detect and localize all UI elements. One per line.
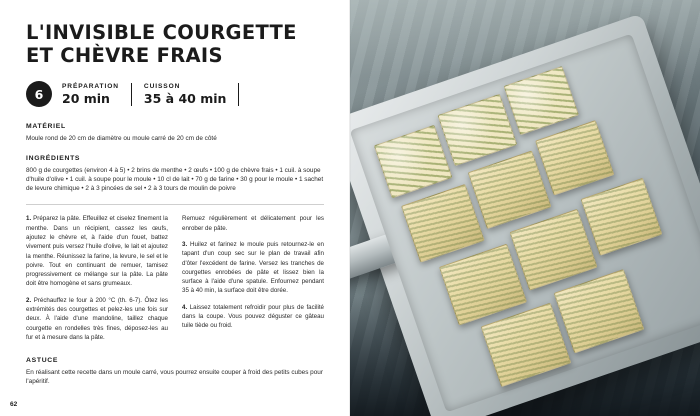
cake-square [554, 269, 645, 354]
page-number: 62 [10, 401, 18, 408]
cuisson-value: 35 à 40 min [143, 90, 227, 106]
step-number: 1. [26, 215, 32, 223]
title-line-1: L'INVISIBLE COURGETTE [26, 21, 297, 44]
cake-square [481, 303, 572, 388]
cuisson-label: CUISSON [143, 82, 181, 90]
page-gutter [349, 0, 351, 416]
preparation-label: PRÉPARATION [62, 82, 119, 90]
timing-bar [26, 81, 324, 107]
step-text: Laissez totalement refroidir pour plus de facilité dans la coupe. Vous pouvez déguster ce gâteau tuile tiède ou froid. [182, 303, 324, 330]
page-title [26, 22, 306, 67]
preparation-value: 20 min [62, 90, 110, 106]
step-number: 2. [26, 296, 32, 304]
cake-square [468, 150, 552, 229]
materiel-heading: MATÉRIEL [26, 123, 66, 131]
step-number: 3. [182, 240, 188, 248]
cake-square [374, 125, 453, 199]
title-line-2: ET CHÈVRE FRAIS [26, 43, 223, 67]
astuce-section [26, 357, 324, 387]
step-item [182, 240, 324, 296]
steps-column-left [26, 214, 168, 349]
astuce-text: En réalisant cette recette dans un moule carré, vous pourrez ensuite couper à froid des petits cubes pour l'apéritif. [26, 369, 323, 386]
servings-badge: 6 [26, 81, 52, 107]
step-text: Préparez la pâte. Effeuillez et ciselez finement la menthe. Dans un récipient, cassez les œufs, ajoutez le chèvre et, à l'aide d'un fouet, battez vivement puis versez l'huile d'olive, le lait et ajoutez la menthe. Réunissez la farine, la levure, le sel et le poivre. Tout en continuant de remuer, tamisez progressivement ce mélange sur la pâte. La pâte doit être homogène et sans grumeaux. [26, 215, 168, 288]
step-text: Préchauffez le four à 200 °C (th. 6-7). Ôtez les extrémités des courgettes et pelez-les une fois sur deux. À l'aide d'une mandoline, taillez chaque courgette en rondelles très fines, déposez-les au fur et à mesure dans la pâte. [26, 296, 168, 341]
ingredients-text: 800 g de courgettes (environ 4 à 5) • 2 brins de menthe • 2 œufs • 100 g de chèvre frais • 1 cuil. à soupe d'huile d'olive • 1 cuil. à soupe pour le moule • 10 cl de lait • 70 g de farine • 30 g pour le moule • 1 sachet de levure chimique • 2 à 3 pincées de sel • 2 à 3 tours de moulin de poivre [26, 166, 324, 193]
step-number: 4. [182, 303, 188, 311]
cake-square [581, 178, 663, 256]
step-text: Huilez et farinez le moule puis retournez-le en tapant d'un coup sec sur le plan de travail afin d'ôter l'excédent de farine. Versez les tranches de courgettes enrobées de pâte et lissez bien la surface à l'aide d'une spatule. Enfournez pendant 35 à 40 min, la surface doit être dorée. [182, 240, 324, 295]
step-item [182, 214, 324, 233]
step-text: Remuez régulièrement et délicatement pour les enrober de pâte. [182, 215, 324, 232]
cake-square [437, 94, 517, 167]
steps-column-right [182, 214, 324, 349]
cake-square [503, 66, 579, 135]
cake-square [509, 209, 597, 291]
preparation-block [62, 83, 132, 106]
cake-square [535, 120, 614, 196]
divider [26, 204, 324, 205]
cake-square [401, 184, 485, 263]
steps-columns [26, 214, 324, 349]
astuce-heading: ASTUCE [26, 357, 59, 365]
step-item [26, 296, 168, 342]
recipe-photo-page [350, 0, 700, 416]
materiel-text: Moule rond de 20 cm de diamètre ou moule carré de 20 cm de côté [26, 135, 217, 143]
cake-square [439, 244, 527, 326]
step-item [182, 303, 324, 331]
cuisson-block [144, 83, 240, 106]
food-photograph [350, 0, 700, 416]
ingredients-heading: INGRÉDIENTS [26, 154, 81, 162]
step-item [26, 214, 168, 288]
